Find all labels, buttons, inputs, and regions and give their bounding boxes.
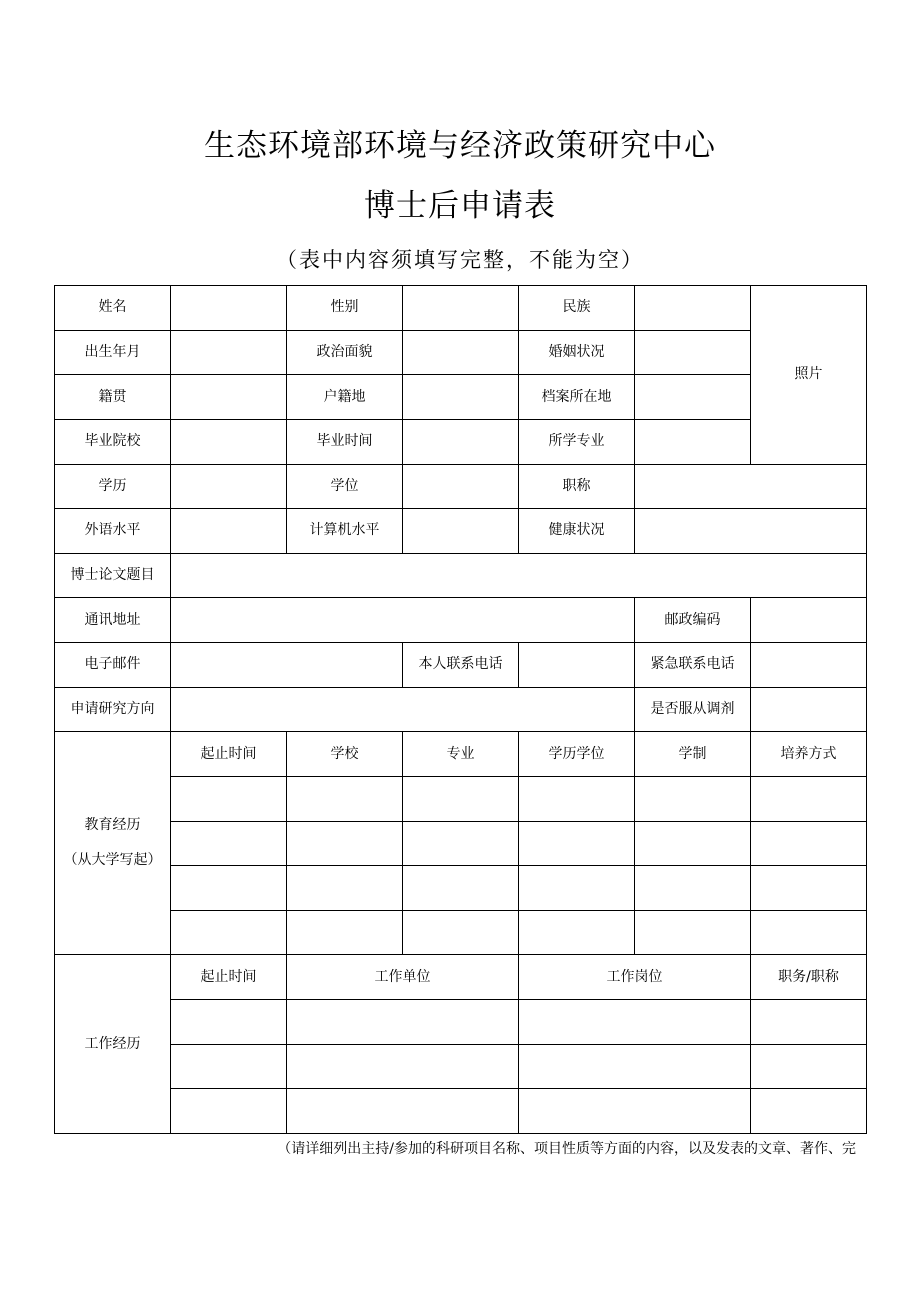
input-education[interactable]	[171, 464, 287, 509]
input-household[interactable]	[403, 375, 519, 420]
edu-cell[interactable]	[519, 910, 635, 955]
label-grad-time: 毕业时间	[287, 419, 403, 464]
edu-cell[interactable]	[519, 776, 635, 821]
edu-col-duration: 学制	[635, 732, 751, 777]
label-email: 电子邮件	[55, 643, 171, 688]
education-label-note: （从大学写起）	[63, 852, 162, 869]
fill-instruction: （表中内容须填写完整，不能为空）	[276, 248, 644, 272]
label-major: 所学专业	[519, 419, 635, 464]
label-birth: 出生年月	[55, 330, 171, 375]
label-adjust: 是否服从调剂	[635, 687, 751, 732]
label-postcode: 邮政编码	[635, 598, 751, 643]
edu-cell[interactable]	[171, 776, 287, 821]
edu-cell[interactable]	[519, 866, 635, 911]
work-row	[55, 1089, 867, 1134]
edu-cell[interactable]	[287, 866, 403, 911]
edu-cell[interactable]	[287, 821, 403, 866]
work-col-position: 工作岗位	[519, 955, 751, 1000]
edu-cell[interactable]	[519, 821, 635, 866]
education-label: 教育经历	[84, 817, 141, 834]
label-origin: 籍贯	[55, 375, 171, 420]
work-col-period: 起止时间	[171, 955, 287, 1000]
edu-cell[interactable]	[635, 910, 751, 955]
input-political[interactable]	[403, 330, 519, 375]
edu-cell[interactable]	[287, 910, 403, 955]
application-form-table	[54, 285, 867, 1134]
input-name[interactable]	[171, 286, 287, 331]
edu-cell[interactable]	[171, 866, 287, 911]
label-political: 政治面貌	[287, 330, 403, 375]
label-health: 健康状况	[519, 509, 635, 554]
edu-cell[interactable]	[403, 821, 519, 866]
education-section-label	[55, 732, 171, 955]
label-thesis: 博士论文题目	[55, 553, 171, 598]
label-emergency: 紧急联系电话	[635, 643, 751, 688]
label-school: 毕业院校	[55, 419, 171, 464]
education-row	[55, 866, 867, 911]
edu-cell[interactable]	[635, 821, 751, 866]
input-birth[interactable]	[171, 330, 287, 375]
form-title: 生态环境部环境与经济政策研究中心	[204, 128, 716, 164]
edu-col-period: 起止时间	[171, 732, 287, 777]
edu-cell[interactable]	[635, 866, 751, 911]
label-archive: 档案所在地	[519, 375, 635, 420]
edu-cell[interactable]	[171, 821, 287, 866]
work-cell[interactable]	[171, 1044, 287, 1089]
input-language[interactable]	[171, 509, 287, 554]
edu-col-mode: 培养方式	[751, 732, 867, 777]
edu-col-degree: 学历学位	[519, 732, 635, 777]
work-cell[interactable]	[519, 1000, 751, 1045]
photo-label: 照片	[794, 366, 823, 383]
work-cell[interactable]	[287, 1089, 519, 1134]
input-email[interactable]	[171, 643, 403, 688]
label-title: 职称	[519, 464, 635, 509]
edu-cell[interactable]	[287, 776, 403, 821]
edu-cell[interactable]	[403, 776, 519, 821]
label-computer: 计算机水平	[287, 509, 403, 554]
work-row	[55, 1044, 867, 1089]
work-cell[interactable]	[171, 1089, 287, 1134]
input-phone[interactable]	[519, 643, 635, 688]
work-cell[interactable]	[171, 1000, 287, 1045]
edu-cell[interactable]	[751, 910, 867, 955]
label-name: 姓名	[55, 286, 171, 331]
work-row	[55, 1000, 867, 1045]
work-cell[interactable]	[287, 1044, 519, 1089]
input-postcode[interactable]	[751, 598, 867, 643]
edu-cell[interactable]	[635, 776, 751, 821]
label-phone: 本人联系电话	[403, 643, 519, 688]
input-direction[interactable]	[171, 687, 635, 732]
input-computer[interactable]	[403, 509, 519, 554]
edu-col-school: 学校	[287, 732, 403, 777]
input-health[interactable]	[635, 509, 867, 554]
label-ethnicity: 民族	[519, 286, 635, 331]
label-gender: 性别	[287, 286, 403, 331]
input-thesis[interactable]	[171, 553, 867, 598]
label-household: 户籍地	[287, 375, 403, 420]
label-education: 学历	[55, 464, 171, 509]
edu-cell[interactable]	[403, 910, 519, 955]
label-direction: 申请研究方向	[55, 687, 171, 732]
work-col-employer: 工作单位	[287, 955, 519, 1000]
input-grad-time[interactable]	[403, 419, 519, 464]
work-cell[interactable]	[287, 1000, 519, 1045]
work-cell[interactable]	[519, 1089, 751, 1134]
work-cell[interactable]	[751, 1044, 867, 1089]
input-adjust[interactable]	[751, 687, 867, 732]
edu-cell[interactable]	[403, 866, 519, 911]
work-cell[interactable]	[751, 1089, 867, 1134]
input-marital[interactable]	[635, 330, 751, 375]
input-major[interactable]	[635, 419, 751, 464]
label-language: 外语水平	[55, 509, 171, 554]
edu-col-major: 专业	[403, 732, 519, 777]
education-row	[55, 910, 867, 955]
input-ethnicity[interactable]	[635, 286, 751, 331]
input-school[interactable]	[171, 419, 287, 464]
form-subtitle-title: 博士后申请表	[364, 188, 556, 224]
input-address[interactable]	[171, 598, 635, 643]
input-archive[interactable]	[635, 375, 751, 420]
education-row	[55, 821, 867, 866]
input-gender[interactable]	[403, 286, 519, 331]
input-origin[interactable]	[171, 375, 287, 420]
education-row	[55, 776, 867, 821]
label-address: 通讯地址	[55, 598, 171, 643]
work-section-label: 工作经历	[55, 955, 171, 1134]
edu-cell[interactable]	[751, 776, 867, 821]
edu-cell[interactable]	[751, 821, 867, 866]
input-title[interactable]	[635, 464, 867, 509]
edu-cell[interactable]	[751, 866, 867, 911]
work-col-title: 职务/职称	[751, 955, 867, 1000]
input-degree[interactable]	[403, 464, 519, 509]
label-degree: 学位	[287, 464, 403, 509]
input-emergency[interactable]	[751, 643, 867, 688]
photo-box[interactable]	[751, 286, 867, 465]
edu-cell[interactable]	[171, 910, 287, 955]
research-note: （请详细列出主持/参加的科研项目名称、项目性质等方面的内容，以及发表的文章、著作、完	[277, 1141, 856, 1157]
label-marital: 婚姻状况	[519, 330, 635, 375]
work-cell[interactable]	[751, 1000, 867, 1045]
work-cell[interactable]	[519, 1044, 751, 1089]
